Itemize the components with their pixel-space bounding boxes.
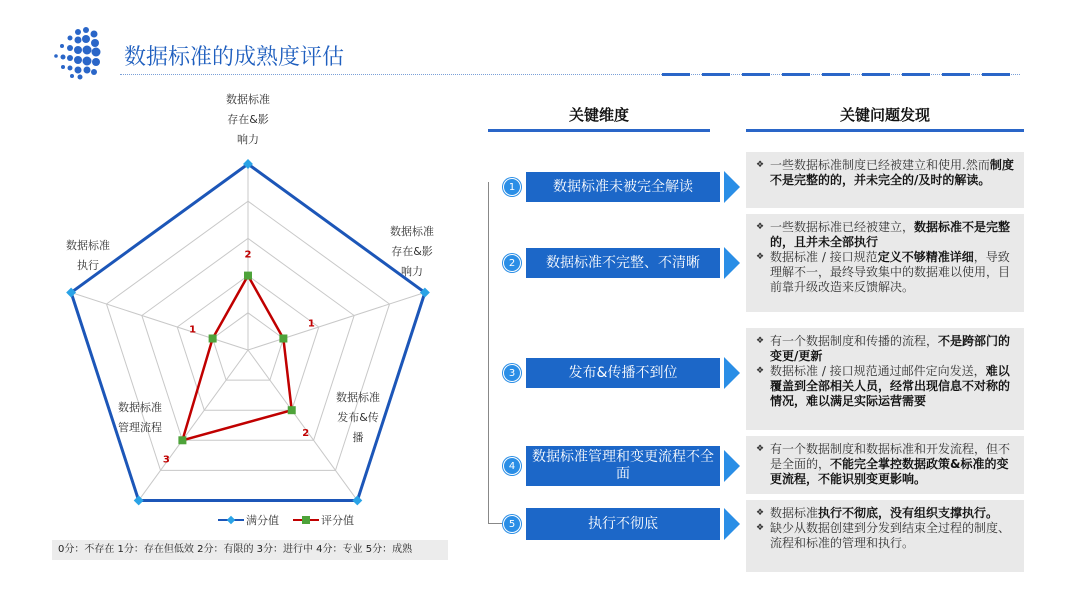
finding-point	[756, 521, 1016, 551]
series-score-point	[209, 335, 217, 343]
data-label: 1	[307, 318, 315, 330]
data-label: 3	[162, 454, 170, 466]
finding-text: 有一个数据制度和数据标准和开发流程，但不是全面的，	[770, 442, 1011, 471]
title-dash	[902, 73, 930, 76]
finding-text: 定义不够精准详细	[877, 250, 974, 264]
axis-label	[372, 222, 452, 282]
findings-box	[746, 214, 1024, 312]
dimension-box: 数据标准不完整、不清晰	[526, 248, 720, 278]
findings-box	[746, 436, 1024, 494]
title-dash	[662, 73, 690, 76]
axis-label-line: 发布&传	[337, 411, 379, 424]
axis-label	[318, 388, 398, 448]
finding-point	[756, 158, 1016, 188]
title-dash	[942, 73, 970, 76]
series-score-point	[279, 335, 287, 343]
finding-text: 执行不彻底，没有组织支撑执行。	[818, 506, 999, 520]
legend-item-full	[218, 512, 279, 528]
finding-text: 数据标准 / 接口规范	[770, 250, 878, 264]
axis-label-line: 存在&影	[391, 245, 433, 258]
finding-point	[756, 250, 1016, 295]
axis-label	[208, 90, 288, 150]
title-dash	[782, 73, 810, 76]
legend-item-score	[293, 512, 354, 528]
finding-text: 不能完全掌控数据政策&标准的变更流程，不能识别变更影响。	[770, 457, 1009, 486]
legend-label-full: 满分值	[246, 514, 279, 527]
finding-point	[756, 442, 1016, 487]
arrow-right-icon	[724, 508, 740, 540]
findings-box	[746, 328, 1024, 430]
arrow-right-icon	[724, 171, 740, 203]
title-dash	[822, 73, 850, 76]
legend-label-score: 评分值	[321, 514, 354, 527]
connector-line	[488, 182, 489, 524]
row-number-badge: 3	[503, 364, 521, 382]
finding-point	[756, 334, 1016, 364]
finding-text: 数据标准 / 接口规范通过邮件定向发送，	[770, 364, 986, 378]
col-header-dimension: 关键维度	[568, 106, 629, 124]
axis-label	[48, 236, 128, 276]
finding-text: 一些数据标准制度已经被建立和使用.然而	[770, 158, 990, 172]
series-full-point	[352, 496, 362, 506]
radar-chart	[0, 90, 470, 510]
axis-label-line: 管理流程	[118, 421, 162, 434]
finding-point	[756, 220, 1016, 250]
finding-text: 难以覆盖到全部相关人员，经常出现信息不对称的情况，难以满足实际运营需要	[770, 364, 1011, 408]
arrow-right-icon	[724, 450, 740, 482]
axis-label-line: 播	[352, 431, 364, 444]
data-label: 2	[244, 249, 252, 261]
arrow-right-icon	[724, 247, 740, 279]
data-label: 1	[189, 324, 197, 336]
axis-label-line: 响力	[401, 265, 423, 278]
data-label: 2	[302, 428, 310, 440]
finding-point	[756, 364, 1016, 409]
series-full-point	[134, 496, 144, 506]
legend-swatch-score	[293, 515, 319, 525]
legend-swatch-full	[218, 515, 244, 525]
series-score-point	[288, 406, 296, 414]
findings-box	[746, 500, 1024, 572]
row-number-badge: 5	[503, 515, 521, 533]
dimension-box: 执行不彻底	[526, 508, 720, 540]
dimension-box: 发布&传播不到位	[526, 358, 720, 388]
axis-label-line: 数据标准	[336, 391, 380, 404]
logo-dots-icon	[48, 24, 106, 80]
axis-label	[100, 398, 180, 438]
row-number-badge: 2	[503, 254, 521, 272]
arrow-right-icon	[724, 357, 740, 389]
title-dash	[862, 73, 890, 76]
dimension-box: 数据标准未被完全解读	[526, 172, 720, 202]
findings-box	[746, 152, 1024, 208]
finding-text: 数据标准	[770, 506, 819, 520]
finding-text: 缺少从数据创建到分发到结束全过程的制度、流程和标准的管理和执行。	[770, 521, 1011, 550]
axis-label-line: 存在&影	[227, 113, 269, 126]
finding-text: ，导致理解不一，最终导致集中的数据难以使用，目前靠升级改造来反馈解决。	[770, 250, 1011, 294]
axis-label-line: 数据标准	[390, 225, 434, 238]
connector-tick	[488, 523, 502, 524]
finding-text: 有一个数据制度和传播的流程，	[770, 334, 939, 348]
col-header-dimension-line	[488, 129, 710, 132]
finding-point	[756, 506, 1016, 521]
row-number-badge: 1	[503, 178, 521, 196]
series-score-line	[182, 276, 291, 441]
finding-text: 制度不是完整的的，并未完全的/及时的解读。	[770, 158, 1014, 187]
chart-legend	[218, 512, 354, 528]
row-number-badge: 4	[503, 457, 521, 475]
finding-text: 数据标准不是完整的，且并未全部执行	[770, 220, 1011, 249]
finding-text: 不是跨部门的变更/更新	[770, 334, 1011, 363]
title-dash	[982, 73, 1010, 76]
axis-label-line: 执行	[77, 259, 99, 272]
finding-text: 一些数据标准已经被建立，	[770, 220, 915, 234]
radar-svg	[0, 90, 470, 510]
axis-label-line: 数据标准	[226, 93, 270, 106]
dimension-box: 数据标准管理和变更流程不全面	[526, 446, 720, 486]
col-header-findings-line	[746, 129, 1024, 132]
series-score-point	[244, 272, 252, 280]
title-dash	[742, 73, 770, 76]
score-scale-note: 0分：不存在 1分：存在但低效 2分：有限的 3分：进行中 4分：专业 5分：成熟	[52, 540, 448, 560]
col-header-findings: 关键问题发现	[839, 106, 930, 124]
axis-label-line: 响力	[237, 133, 259, 146]
axis-label-line: 数据标准	[118, 401, 162, 414]
title-dash	[702, 73, 730, 76]
page-title: 数据标准的成熟度评估	[124, 45, 345, 70]
axis-label-line: 数据标准	[66, 239, 110, 252]
